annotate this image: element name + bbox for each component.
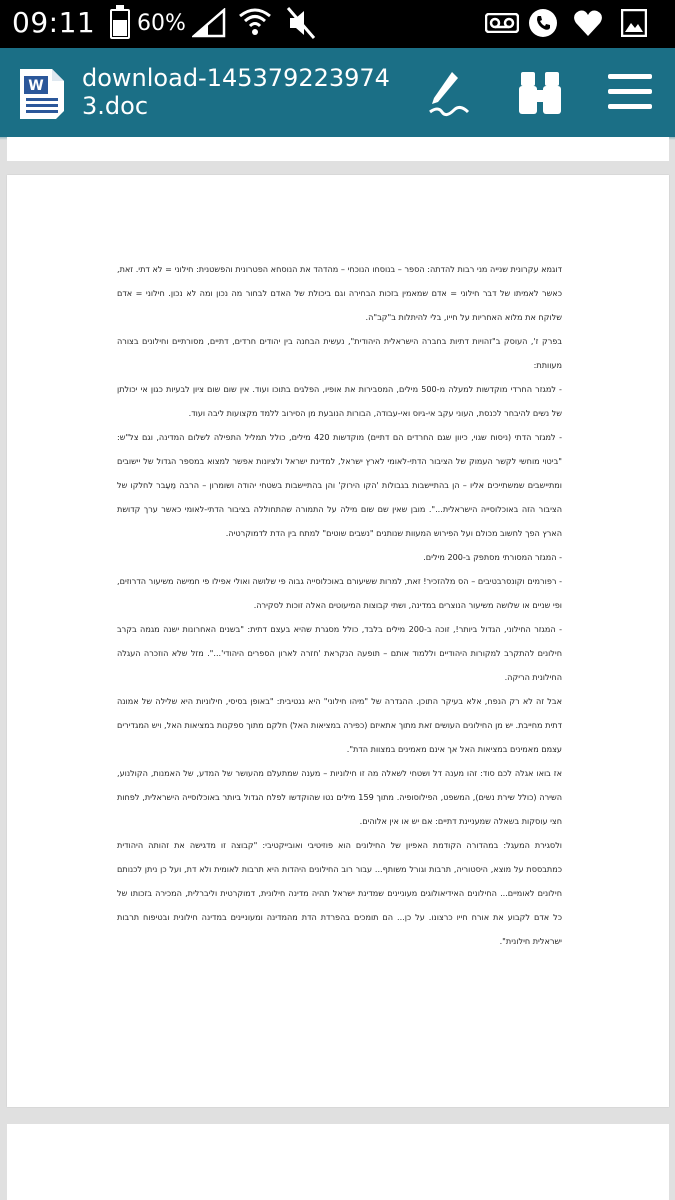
paragraph: אבל זה לא רק הנפח, אלא בעיקר התוכן. ההגדרה של "מיהו חילוני" היא נגטיבית: "באופן בסיסי, חילוניות היא שלילה של אמונה דתית מחייבת. יש מן החילונים העושים זאת מתוך אתאיזם (כפירה במציאות האל) חלקם מתוך ספקנות במציאות האל, ויש המגדירים עצמם מאמינים במציאות האל אך אינם מאמינים במצוות הדת". [117,696,562,754]
svg-text:W: W [28,78,44,94]
phone-icon [528,8,558,38]
heart-icon [573,9,603,37]
wifi-icon [238,6,272,38]
signal-icon [192,8,226,38]
next-page[interactable] [7,1124,669,1200]
mute-icon [286,6,316,40]
document-body [117,257,562,953]
paragraph: אז בואו אגלה לכם סוד: זהו מענה דל ושטחי לשאלה מה זו חילוניות – מענה שמתעלם מהעושר של המדע, של האמנות, הקולנוע, השירה (כולל שירת נשים), המשפט, הפילוסופיה. מתוך 159 מילים נטו שהוקדשו לפלח הגדול ביותר באוכלוסייה הישראלית, לפחות חצי עוסקות בשאלה שמעניינת דתיים: אם יש או אין אלוהים. [117,768,563,826]
voicemail-icon [485,13,519,33]
status-time: 09:11 [12,6,96,39]
menu-icon[interactable] [606,72,654,112]
paragraph: - רפורמים וקונסרבטיבים – הס מלהזכיר! זאת, למרות ששיעורם באוכלוסייה גבוה פי שלושה ואולי אפילו פי חמישה משיעור הדרוזים, ופי שניים או שלושה משיעור הנוצרים במדינה, ושתי קבוצות המיעוטים האלה זוכות לסקירה. [117,576,562,610]
app-toolbar [0,48,675,137]
paragraph: דוגמא עקרונית שנייה מני רבות להדתה: הספר – בנוסחו הנוכחי – מהדהד את הנוסחא הפטרונית והפשטנית: חילוני = לא דתי. זאת, כאשר לאמיתו של דבר חילוני = אדם שמאמין בזכות הבחירה וגם ביכולת של האדם לבחור מה נכון ומה לא נכון. חילוני = אדם שלוקח את מלוא האחריות על חייו, בלי להיתלות ב"קב"ה. [117,264,562,322]
paragraph: - המגזר החילוני, הגדול ביותר!, זוכה ב-200 מילים בלבד, כולל מסגרת שהיא בעצם דתית: "בשנים האחרונות ישנה מגמה בקרב חילונים להתקרב למקורות היהודיים וללמוד אותם – תופעה הנקראת 'חזרה לארון הספרים היהודי'...". מזל שלא הוזכרה העגלה החילונית הריקה. [117,624,562,682]
battery-percentage: 60% [137,11,186,36]
paragraph: בפרק ז', העוסק ב"זהויות דתיות בחברה הישראלית היהודית", נעשית הבחנה בין יהודים חרדים, דתיים, מסורתיים וחילונים בצורה מעוותת: [117,336,562,370]
word-doc-icon [18,67,66,121]
paragraph: - למגזר הדתי (ניסוח שגוי, כיוון שגם החרדים הם דתיים) מוקדשות 420 מילים, כולל תמליל התפילה לשלום המדינה, וגם צל"ש: "ביטוי מוחשי לקשר העמוק של הציבור הדתי-לאומי לארץ ישראל, למדינת ישראל ולציונות אפשר למצוא במספר הגדול של יישובים ומתיישבים שמשתייכים אליו – הן בהתיישבות בגבולות 'הקו הירוק' והן בהתיישבות בשטחי יהודה ושומרון – הרבה מֵעֵבר לחלקו של הציבור הזה באוכלוסייה הישראלית...". מובן שאין שם שום מילה על התמורה שהתחוללה בציבור הדתי-לאומי כאשר ערך קדושת הארץ הפך לחשוב מכולם ועל הפירוש המעוות שנותנים "נשבים שוטים" למתח בין הדת לדמוקרטיה. [117,432,562,538]
binoculars-icon[interactable] [517,70,563,116]
status-bar [0,0,675,48]
pen-icon[interactable] [424,68,474,120]
paragraph: - למגזר החרדי מוקדשות למעלה מ-500 מילים, המסבירות את אופיו, הפלגים בתוכו ועוד. אין שום שום ציון לבעיות כגון אי יכולתן של נשים להיבחר לכנסת, העוני עקב אי-גיוס ואי-עבודה, הבורות הנובעת מן הסירוב ללמד מקצועות ליבה ועוד. [117,384,562,418]
paragraph: ולסגירת המעגל: במהדורה הקודמת האפיון של החילונים הוא פוזיטיבי ואובייקטיבי: "קבוצה זו מדגישה את זהותה היהודית כמתבססת על מוצא, היסטוריה, תרבות וגורל משותף... עבור רוב החילונים היהדות היא תרבות לאומית ולא דת, ועל כן ניתן לכנותם חילונים לאומיים... החילונים האידיאולוגים מעוניינים שמדינת ישראל תהיה מדינה חילונית, דמוקרטית וליברלית, המכירה בזכותו של כל אדם לקבוע את אורח חייו כרצונו. על כן... הם תומכים בהפרדת הדת מהמדינה ומעוניינים במדינה חילונית ובטיפוח תרבות ישראלית חילונית". [117,840,562,946]
document-page[interactable] [7,175,669,1107]
previous-page[interactable] [7,137,669,161]
paragraph: - המגזר המסורתי מסתפק ב-200 מילים. [423,552,562,562]
document-title: download-1453792239743.doc [82,64,390,120]
battery-icon [110,9,130,39]
image-icon [621,9,647,37]
